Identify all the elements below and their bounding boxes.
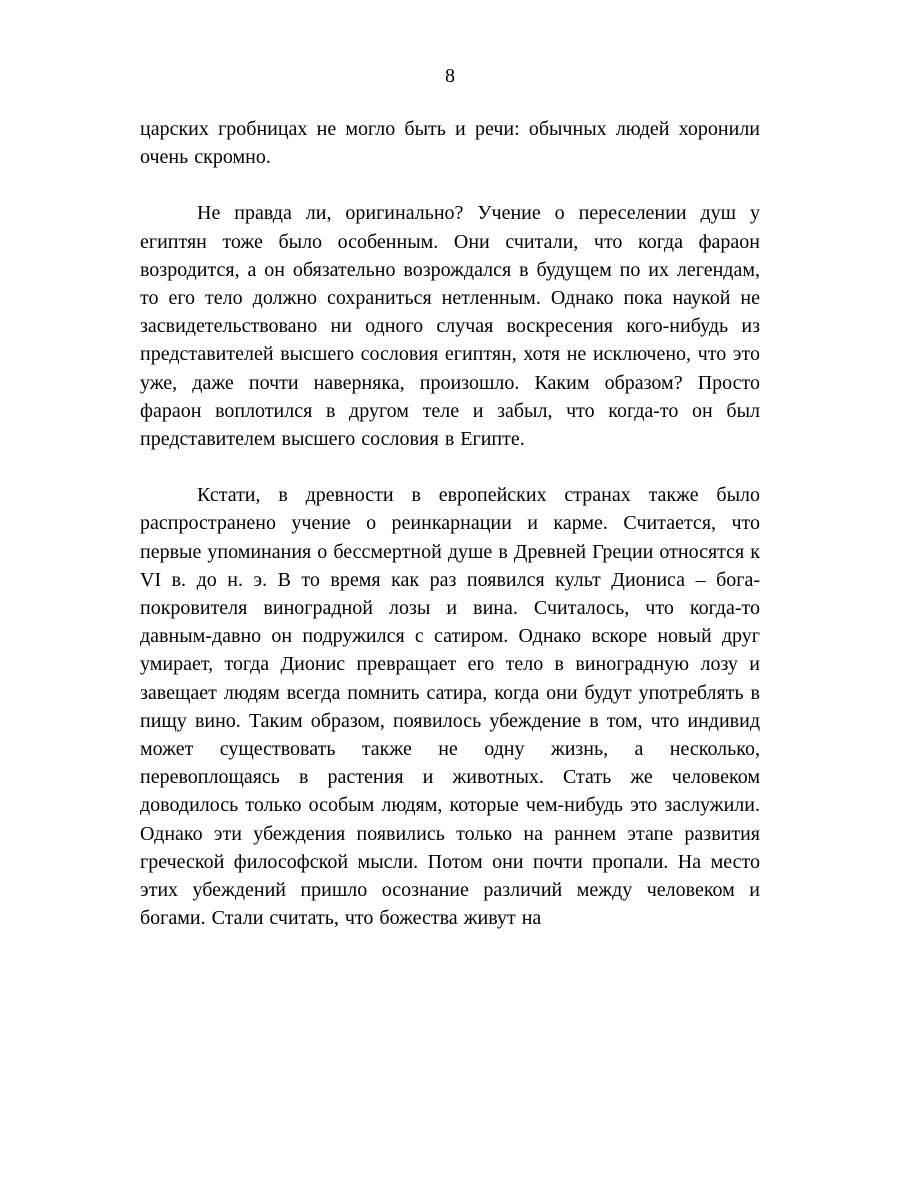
paragraph-reincarnation-egypt: Не правда ли, оригинально? Учение о переселении душ у египтян тоже было особенным. Они считали, что когда фараон возродится, а он обязательно возрождался в будущем по их легендам, то его тело должно сохраниться нетленным. Однако пока наукой не засвидетельствовано ни одного случая воскресения кого-нибудь из представителей высшего сословия египтян, хотя не исключено, что это уже, даже почти наверняка, произошло. Каким образом? Просто фараон воплотился в другом теле и забыл, что когда-то он был представителем высшего сословия в Египте.: [140, 202, 760, 451]
paragraph-reincarnation-greece: Кстати, в древности в европейских странах также было распространено учение о реинкарнации и карме. Считается, что первые упоминания о бессмертной душе в Древней Греции относятся к VI в. до н. э. В то время как раз появился культ Диониса – бога-покровителя виноградной лозы и вина. Считалось, что когда-то давным-давно он подружился с сатиром. Однако вскоре новый друг умирает, тогда Дионис превращает его тело в виноградную лозу и завещает людям всегда помнить сатира, когда они будут употреблять в пищу вино. Таким образом, появилось убеждение в том, что индивид может существовать также не одну жизнь, а несколько, перевоплощаясь в растения и животных. Стать же человеком доводилось только особым людям, которые чем-нибудь это заслужили. Однако эти убеждения появились только на раннем этапе развития греческой философской мысли. Потом они почти пропали. На место этих убеждений пришло осознание различий между человеком и богами. Стали считать, что божества живут на: [140, 484, 760, 930]
page-content: [0, 90, 900, 932]
page-number: 8: [445, 65, 455, 87]
paragraph-continuation: царских гробницах не могло быть и речи: обычных людей хоронили очень скромно.: [140, 118, 760, 169]
